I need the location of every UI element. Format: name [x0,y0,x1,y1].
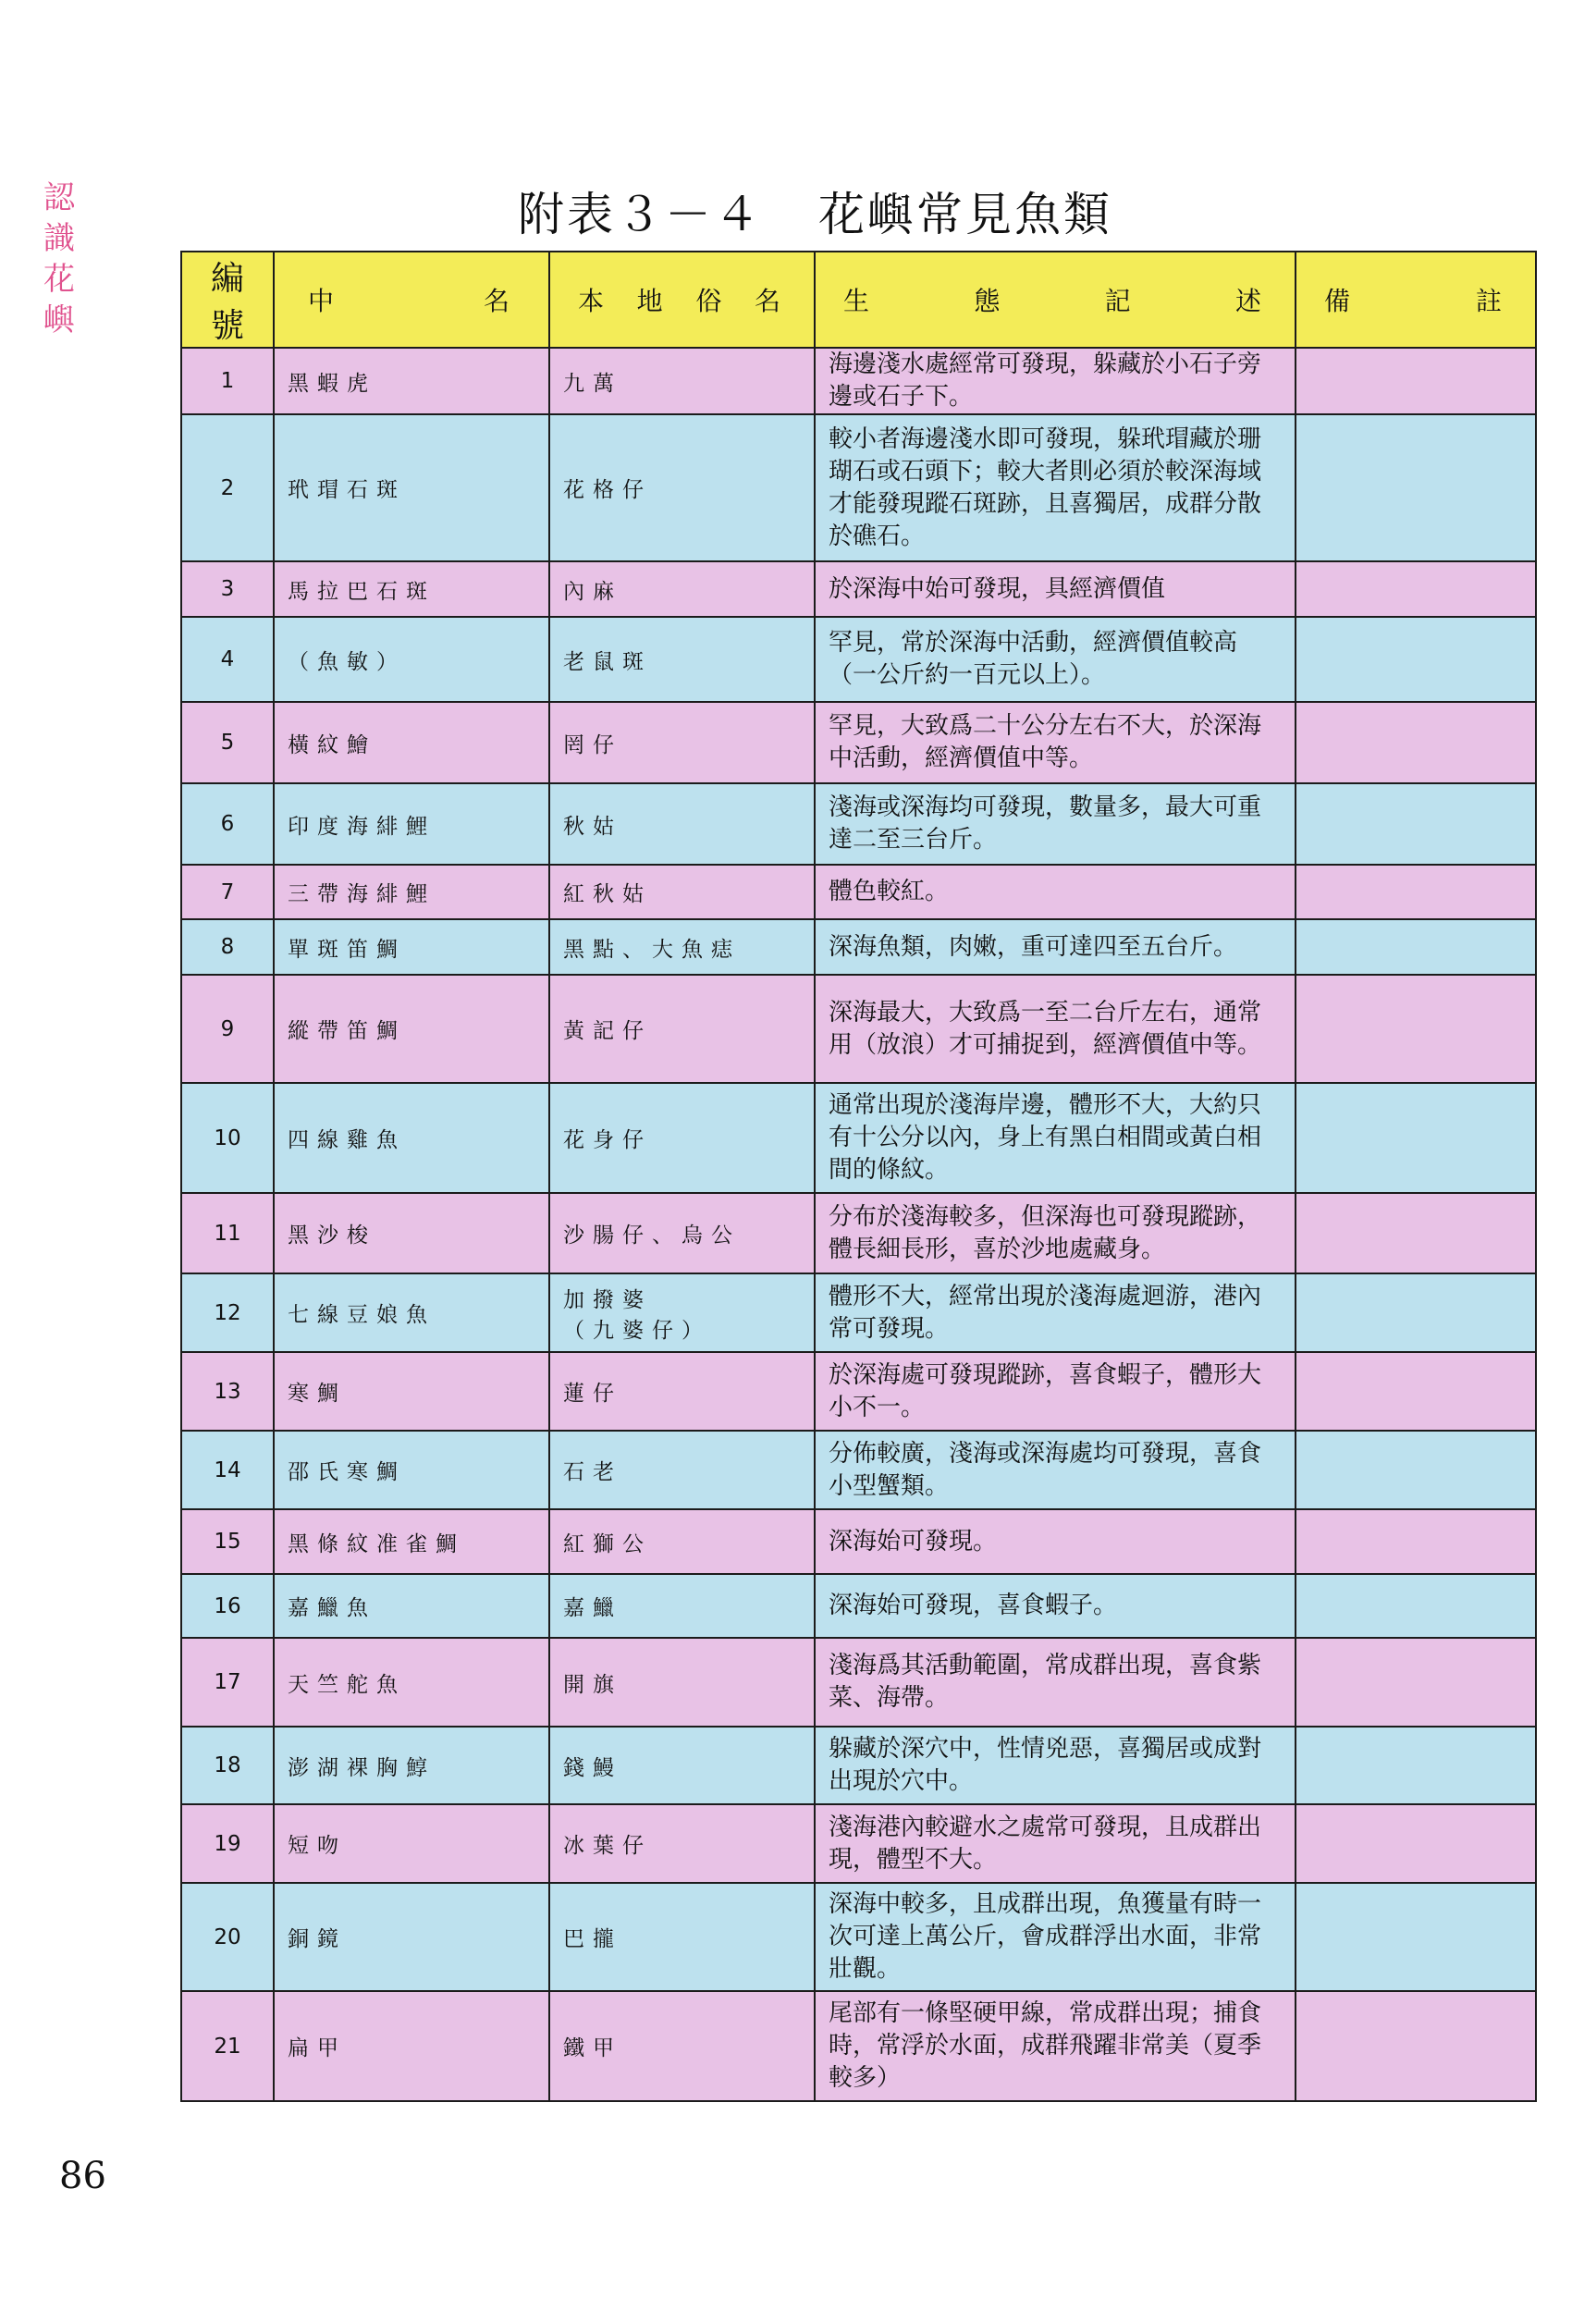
cell-local-name: 黃記仔 [549,975,815,1083]
cell-no: 16 [181,1574,274,1638]
cell-ecology: 於深海中始可發現，具經濟價值 [815,561,1296,617]
cell-ecology: 體色較紅。 [815,865,1296,919]
cell-ecology: 分布於淺海較多，但深海也可發現蹤跡，體長細長形，喜於沙地處藏身。 [815,1193,1296,1273]
cell-local-name: 開旗 [549,1638,815,1727]
cell-no: 19 [181,1804,274,1883]
cell-remark [1296,1352,1536,1431]
header-no: 編號 [181,252,274,348]
cell-no: 4 [181,617,274,702]
cell-local-name: 黑點、大魚痣 [549,919,815,975]
cell-name: 玳瑁石斑 [274,414,549,561]
cell-ecology: 淺海爲其活動範圍，常成群出現，喜食紫菜、海帶。 [815,1638,1296,1727]
cell-name: 印度海緋鯉 [274,783,549,865]
cell-local-name: 蓮仔 [549,1352,815,1431]
cell-name: 馬拉巴石斑 [274,561,549,617]
cell-name: 七線豆娘魚 [274,1273,549,1352]
cell-local-name: 嘉鱲 [549,1574,815,1638]
table-number: 附表３－４ [518,188,763,241]
cell-remark [1296,1991,1536,2101]
cell-no: 20 [181,1883,274,1991]
cell-ecology: 深海中較多，且成群出現，魚獲量有時一次可達上萬公斤，會成群浮出水面，非常壯觀。 [815,1883,1296,1991]
cell-local-name: 加撥婆 （九婆仔） [549,1273,815,1352]
cell-name: 嘉鱲魚 [274,1574,549,1638]
cell-remark [1296,975,1536,1083]
side-label-char: 認 [43,179,75,216]
header-name: 中 名 [274,252,549,348]
cell-remark [1296,1083,1536,1193]
cell-local-name: 沙腸仔、烏公 [549,1193,815,1273]
cell-name: 邵氏寒鯛 [274,1431,549,1509]
cell-name: 寒鯛 [274,1352,549,1431]
cell-remark [1296,919,1536,975]
side-label-char: 識 [43,220,75,257]
cell-ecology: 淺海或深海均可發現，數量多，最大可重達二至三台斤。 [815,783,1296,865]
cell-local-name: 九萬 [549,348,815,414]
cell-local-name: 錢鰻 [549,1727,815,1804]
cell-name: 四線雞魚 [274,1083,549,1193]
cell-local-name: 石老 [549,1431,815,1509]
cell-name: 橫紋鱠 [274,702,549,783]
page-title [518,178,1258,244]
table-row [181,919,1536,975]
cell-remark [1296,1193,1536,1273]
cell-local-name: 紅獅公 [549,1509,815,1574]
cell-local-name: 鐵甲 [549,1991,815,2101]
cell-remark [1296,1727,1536,1804]
cell-name: 天竺舵魚 [274,1638,549,1727]
header-ecology: 生 態 記 述 [815,252,1296,348]
cell-name: 扁甲 [274,1991,549,2101]
cell-name: 縱帶笛鯛 [274,975,549,1083]
cell-ecology: 海邊淺水處經常可發現，躲藏於小石子旁邊或石子下。 [815,348,1296,414]
cell-no: 18 [181,1727,274,1804]
cell-no: 7 [181,865,274,919]
cell-no: 21 [181,1991,274,2101]
cell-remark [1296,1574,1536,1638]
cell-local-name: 內麻 [549,561,815,617]
table-row [181,1193,1536,1273]
cell-ecology: 深海魚類，肉嫩，重可達四至五台斤。 [815,919,1296,975]
cell-remark [1296,1638,1536,1727]
cell-no: 10 [181,1083,274,1193]
cell-name: 三帶海緋鯉 [274,865,549,919]
table-row [181,975,1536,1083]
cell-no: 11 [181,1193,274,1273]
cell-remark [1296,561,1536,617]
cell-name: 銅鏡 [274,1883,549,1991]
cell-remark [1296,1883,1536,1991]
fish-table [180,251,1537,2102]
cell-ecology: 較小者海邊淺水即可發現，躲玳瑁藏於珊瑚石或石頭下；較大者則必須於較深海域才能發現蹤石斑跡，且喜獨居，成群分散於礁石。 [815,414,1296,561]
header-local-name: 本地俗名 [549,252,815,348]
table-row [181,561,1536,617]
table-row [181,865,1536,919]
cell-remark [1296,348,1536,414]
header-remark: 備 註 [1296,252,1536,348]
table-row [181,702,1536,783]
cell-name: 短吻 [274,1804,549,1883]
cell-name: 澎湖裸胸鯙 [274,1727,549,1804]
cell-no: 17 [181,1638,274,1727]
cell-ecology: 於深海處可發現蹤跡，喜食蝦子，體形大小不一。 [815,1352,1296,1431]
cell-no: 6 [181,783,274,865]
table-row [181,1431,1536,1509]
cell-remark [1296,1509,1536,1574]
cell-no: 9 [181,975,274,1083]
cell-name: （魚敏） [274,617,549,702]
cell-no: 15 [181,1509,274,1574]
table-row [181,1727,1536,1804]
cell-remark [1296,1273,1536,1352]
cell-ecology: 分佈較廣，淺海或深海處均可發現，喜食小型蟹類。 [815,1431,1296,1509]
table-row [181,1804,1536,1883]
table-header-row [181,252,1536,348]
cell-ecology: 深海最大，大致爲一至二台斤左右，通常用（放浪）才可捕捉到，經濟價值中等。 [815,975,1296,1083]
cell-ecology: 通常出現於淺海岸邊，體形不大，大約只有十公分以內，身上有黑白相間或黃白相間的條紋。 [815,1083,1296,1193]
cell-no: 14 [181,1431,274,1509]
cell-ecology: 罕見，常於深海中活動，經濟價值較高（一公斤約一百元以上）。 [815,617,1296,702]
cell-remark [1296,617,1536,702]
cell-local-name: 花格仔 [549,414,815,561]
table-row [181,1083,1536,1193]
cell-name: 黑蝦虎 [274,348,549,414]
table-row [181,348,1536,414]
cell-ecology: 躲藏於深穴中，性情兇惡，喜獨居或成對出現於穴中。 [815,1727,1296,1804]
cell-no: 1 [181,348,274,414]
cell-no: 13 [181,1352,274,1431]
table-row [181,1352,1536,1431]
cell-local-name: 秋姑 [549,783,815,865]
cell-name: 黑條紋准雀鯛 [274,1509,549,1574]
page-number: 86 [59,2155,106,2197]
cell-no: 2 [181,414,274,561]
cell-ecology: 淺海港內較避水之處常可發現，且成群出現，體型不大。 [815,1804,1296,1883]
cell-ecology: 體形不大，經常出現於淺海處迴游，港內常可發現。 [815,1273,1296,1352]
cell-ecology: 罕見，大致爲二十公分左右不大，於深海中活動，經濟價值中等。 [815,702,1296,783]
cell-no: 8 [181,919,274,975]
cell-remark [1296,865,1536,919]
cell-ecology: 深海始可發現，喜食蝦子。 [815,1574,1296,1638]
cell-remark [1296,1804,1536,1883]
cell-ecology: 深海始可發現。 [815,1509,1296,1574]
cell-no: 5 [181,702,274,783]
table-row [181,1273,1536,1352]
table-row [181,1991,1536,2101]
table-row [181,1509,1536,1574]
cell-remark [1296,702,1536,783]
cell-local-name: 花身仔 [549,1083,815,1193]
table-title: 花嶼常見魚類 [818,188,1112,241]
cell-local-name: 罔仔 [549,702,815,783]
table-row [181,414,1536,561]
side-label-char: 嶼 [43,301,75,338]
cell-name: 單斑笛鯛 [274,919,549,975]
cell-local-name: 巴攏 [549,1883,815,1991]
side-label [41,178,78,340]
side-label-char: 花 [43,261,75,298]
cell-remark [1296,414,1536,561]
table-row [181,1883,1536,1991]
cell-no: 12 [181,1273,274,1352]
cell-remark [1296,1431,1536,1509]
cell-local-name: 老鼠斑 [549,617,815,702]
table-row [181,783,1536,865]
cell-ecology: 尾部有一條堅硬甲線，常成群出現；捕食時，常浮於水面，成群飛躍非常美（夏季較多） [815,1991,1296,2101]
table-row [181,1574,1536,1638]
table-body [181,348,1536,2101]
table-row [181,1638,1536,1727]
cell-no: 3 [181,561,274,617]
cell-name: 黑沙梭 [274,1193,549,1273]
cell-remark [1296,783,1536,865]
cell-local-name: 冰葉仔 [549,1804,815,1883]
cell-local-name: 紅秋姑 [549,865,815,919]
table-row [181,617,1536,702]
